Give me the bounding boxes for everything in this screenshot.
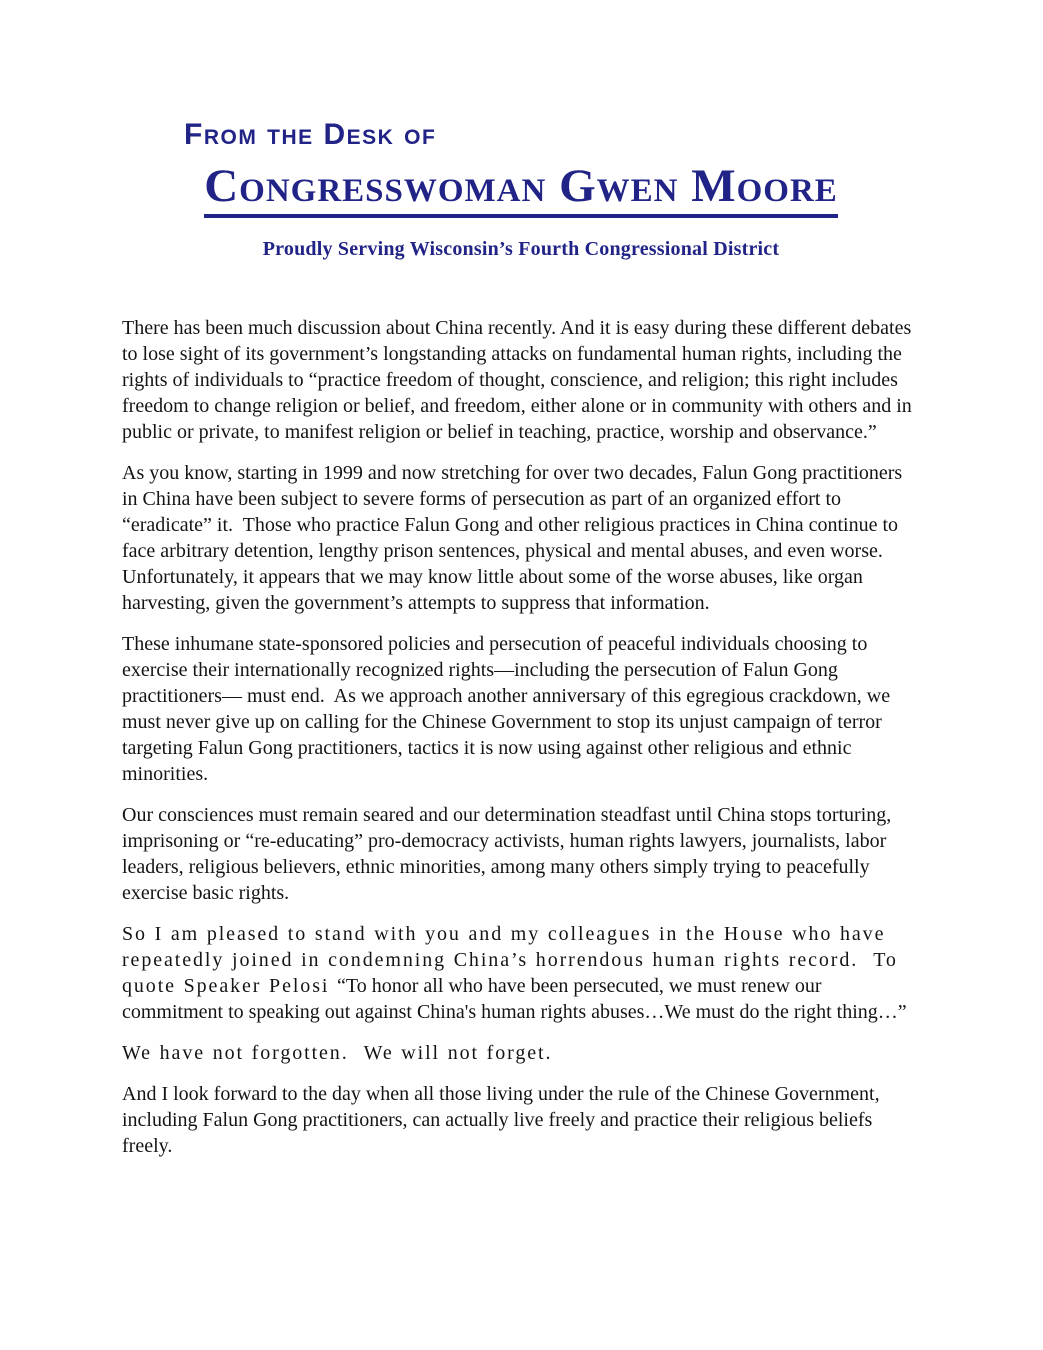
- tagline: Proudly Serving Wisconsin’s Fourth Congressional District: [262, 238, 780, 260]
- letterhead: [122, 118, 920, 261]
- page-title: Congresswoman Gwen Moore: [204, 163, 838, 218]
- paragraph-china-discussion: There has been much discussion about China recently. And it is easy during these different debates to lose sight of its government’s longstanding attacks on fundamental human rights, including the rights of individuals to “practice freedom of thought, conscience, and religion; this right includes freedom to change religion or belief, and freedom, either alone or in community with others and in public or private, to manifest religion or belief in teaching, practice, worship and observance.”: [122, 317, 917, 443]
- paragraph-pelosi-quote: [122, 921, 920, 1025]
- page-title-line: [122, 160, 920, 218]
- paragraph-closing: And I look forward to the day when all those living under the rule of the Chinese Government, including Falun Gong practitioners, can actually live freely and practice their religious beliefs freely.: [122, 1083, 885, 1157]
- paragraph-pelosi-quote-text: “To honor all who have been persecuted, we must renew our commitment to speaking out against China's human rights abuses…We must do the right thing…”: [122, 975, 907, 1023]
- paragraph-pelosi-lead-text: So I am pleased to stand with you and my colleagues in the House who have repeatedly joined in condemning China’s horrendous human rights record. To quote Speaker Pelosi: [122, 923, 906, 997]
- paragraph-falun-gong-persecution: As you know, starting in 1999 and now stretching for over two decades, Falun Gong practitioners in China have been subject to severe forms of persecution as part of an organized effort to “eradicate” it. Those who practice Falun Gong and other religious practices in China continue to face arbitrary detention, lengthy prison sentences, physical and mental abuses, and even worse. Unfortunately, it appears that we may know little about some of the worse abuses, like organ harvesting, given the government’s attempts to suppress that information.: [122, 462, 908, 614]
- letter-body: [122, 315, 920, 1159]
- paragraph-consciences-seared: Our consciences must remain seared and our determination steadfast until China stops torturing, imprisoning or “re-educating” pro-democracy activists, human rights lawyers, journalists, labor leaders, religious believers, ethnic minorities, among many others simply trying to peacefully exercise basic rights.: [122, 804, 897, 904]
- paragraph-policies-must-end: These inhumane state-sponsored policies and persecution of peaceful individuals choosing to exercise their internationally recognized rights—including the persecution of Falun Gong practitioners— must end. As we approach another anniversary of this egregious crackdown, we must never give up on calling for the Chinese Government to stop its unjust campaign of terror targeting Falun Gong practitioners, tactics it is now using against other religious and ethnic minorities.: [122, 633, 896, 785]
- from-desk-label: From the Desk of: [184, 118, 437, 151]
- paragraph-not-forgotten: We have not forgotten. We will not forget.: [122, 1042, 553, 1064]
